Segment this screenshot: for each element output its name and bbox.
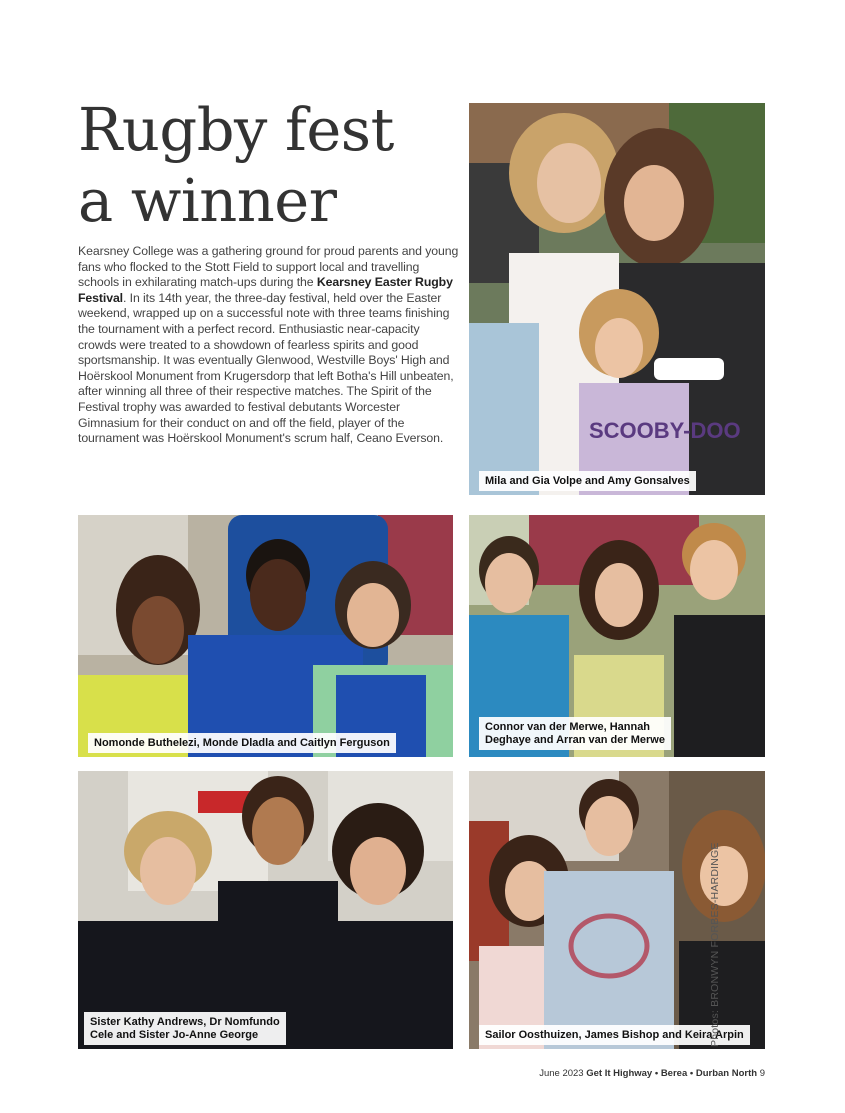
footer-page-number: 9 [759, 1068, 765, 1079]
footer-areas: • Berea • Durban North [654, 1068, 758, 1079]
footer-date: June 2023 [539, 1068, 584, 1079]
caption-buthelezi-dladla-ferguson [88, 733, 396, 753]
caption-van-der-merwe-deghaye-line-1: Connor van der Merwe, Hannah [485, 721, 651, 733]
page-footer [539, 1068, 765, 1079]
article-text-1: Kearsney College was a gathering ground for proud parents and young fans who flocked to the Stott Field to support local and travelling schools in exhilarating match-ups during the [78, 244, 459, 290]
photo-volpe-gonsalves [469, 103, 765, 495]
article-body [78, 244, 460, 447]
caption-van-der-merwe-deghaye-line-2: Deghaye and Arran van der Merwe [485, 734, 665, 746]
caption-oosthuizen-bishop-arpin-text: Sailor Oosthuizen, James Bishop and Keira Arpin [485, 1029, 744, 1041]
photo-volpe-gonsalves-image [469, 103, 765, 495]
photo-buthelezi-dladla-ferguson [78, 515, 453, 757]
svg-text:SCOOBY-DOO: SCOOBY-DOO [589, 418, 741, 443]
photo-buthelezi-dladla-ferguson-image [78, 515, 453, 757]
caption-andrews-cele-george [84, 1012, 286, 1045]
headline-line-2: a winner [78, 166, 337, 235]
caption-volpe-gonsalves-text: Mila and Gia Volpe and Amy Gonsalves [485, 475, 690, 487]
caption-andrews-cele-george-line-1: Sister Kathy Andrews, Dr Nomfundo [90, 1016, 280, 1028]
caption-andrews-cele-george-line-2: Cele and Sister Jo-Anne George [90, 1029, 259, 1041]
article-text-2: . In its 14th year, the three-day festival, held over the Easter weekend, wrapped up on a successful note with three teams finishing the tournament with a perfect record. Enthusiastic near-capacity crowds were treated to a showdown of fearless spirits and good sportsmanship. It was eventually Glenwood, Westville Boys' High and Hoërskool Monument from Krugersdorp that left Botha's Hill unbeaten, after winning all three of their respective matches. The Spirit of the Festival trophy was awarded to festival debutants Worcester Gimnasium for their conduct on and off the field, player of the tournament was Hoërskool Monument's scrum half, Ceano Everson. [78, 290, 454, 446]
headline-line-1: Rugby fest [78, 95, 394, 164]
caption-volpe-gonsalves [479, 471, 696, 491]
photo-credit: Photos: BRONWYN FORBES-HARDINGE [709, 842, 721, 1047]
footer-publication: Get It Highway [586, 1068, 653, 1079]
festival-name: Kearsney Easter Rugby Festival [78, 275, 453, 305]
caption-van-der-merwe-deghaye [479, 717, 671, 750]
photo-andrews-cele-george-image [78, 771, 453, 1049]
caption-buthelezi-dladla-ferguson-text: Nomonde Buthelezi, Monde Dladla and Caitlyn Ferguson [94, 737, 390, 749]
photo-andrews-cele-george [78, 771, 453, 1049]
headline [78, 94, 458, 236]
